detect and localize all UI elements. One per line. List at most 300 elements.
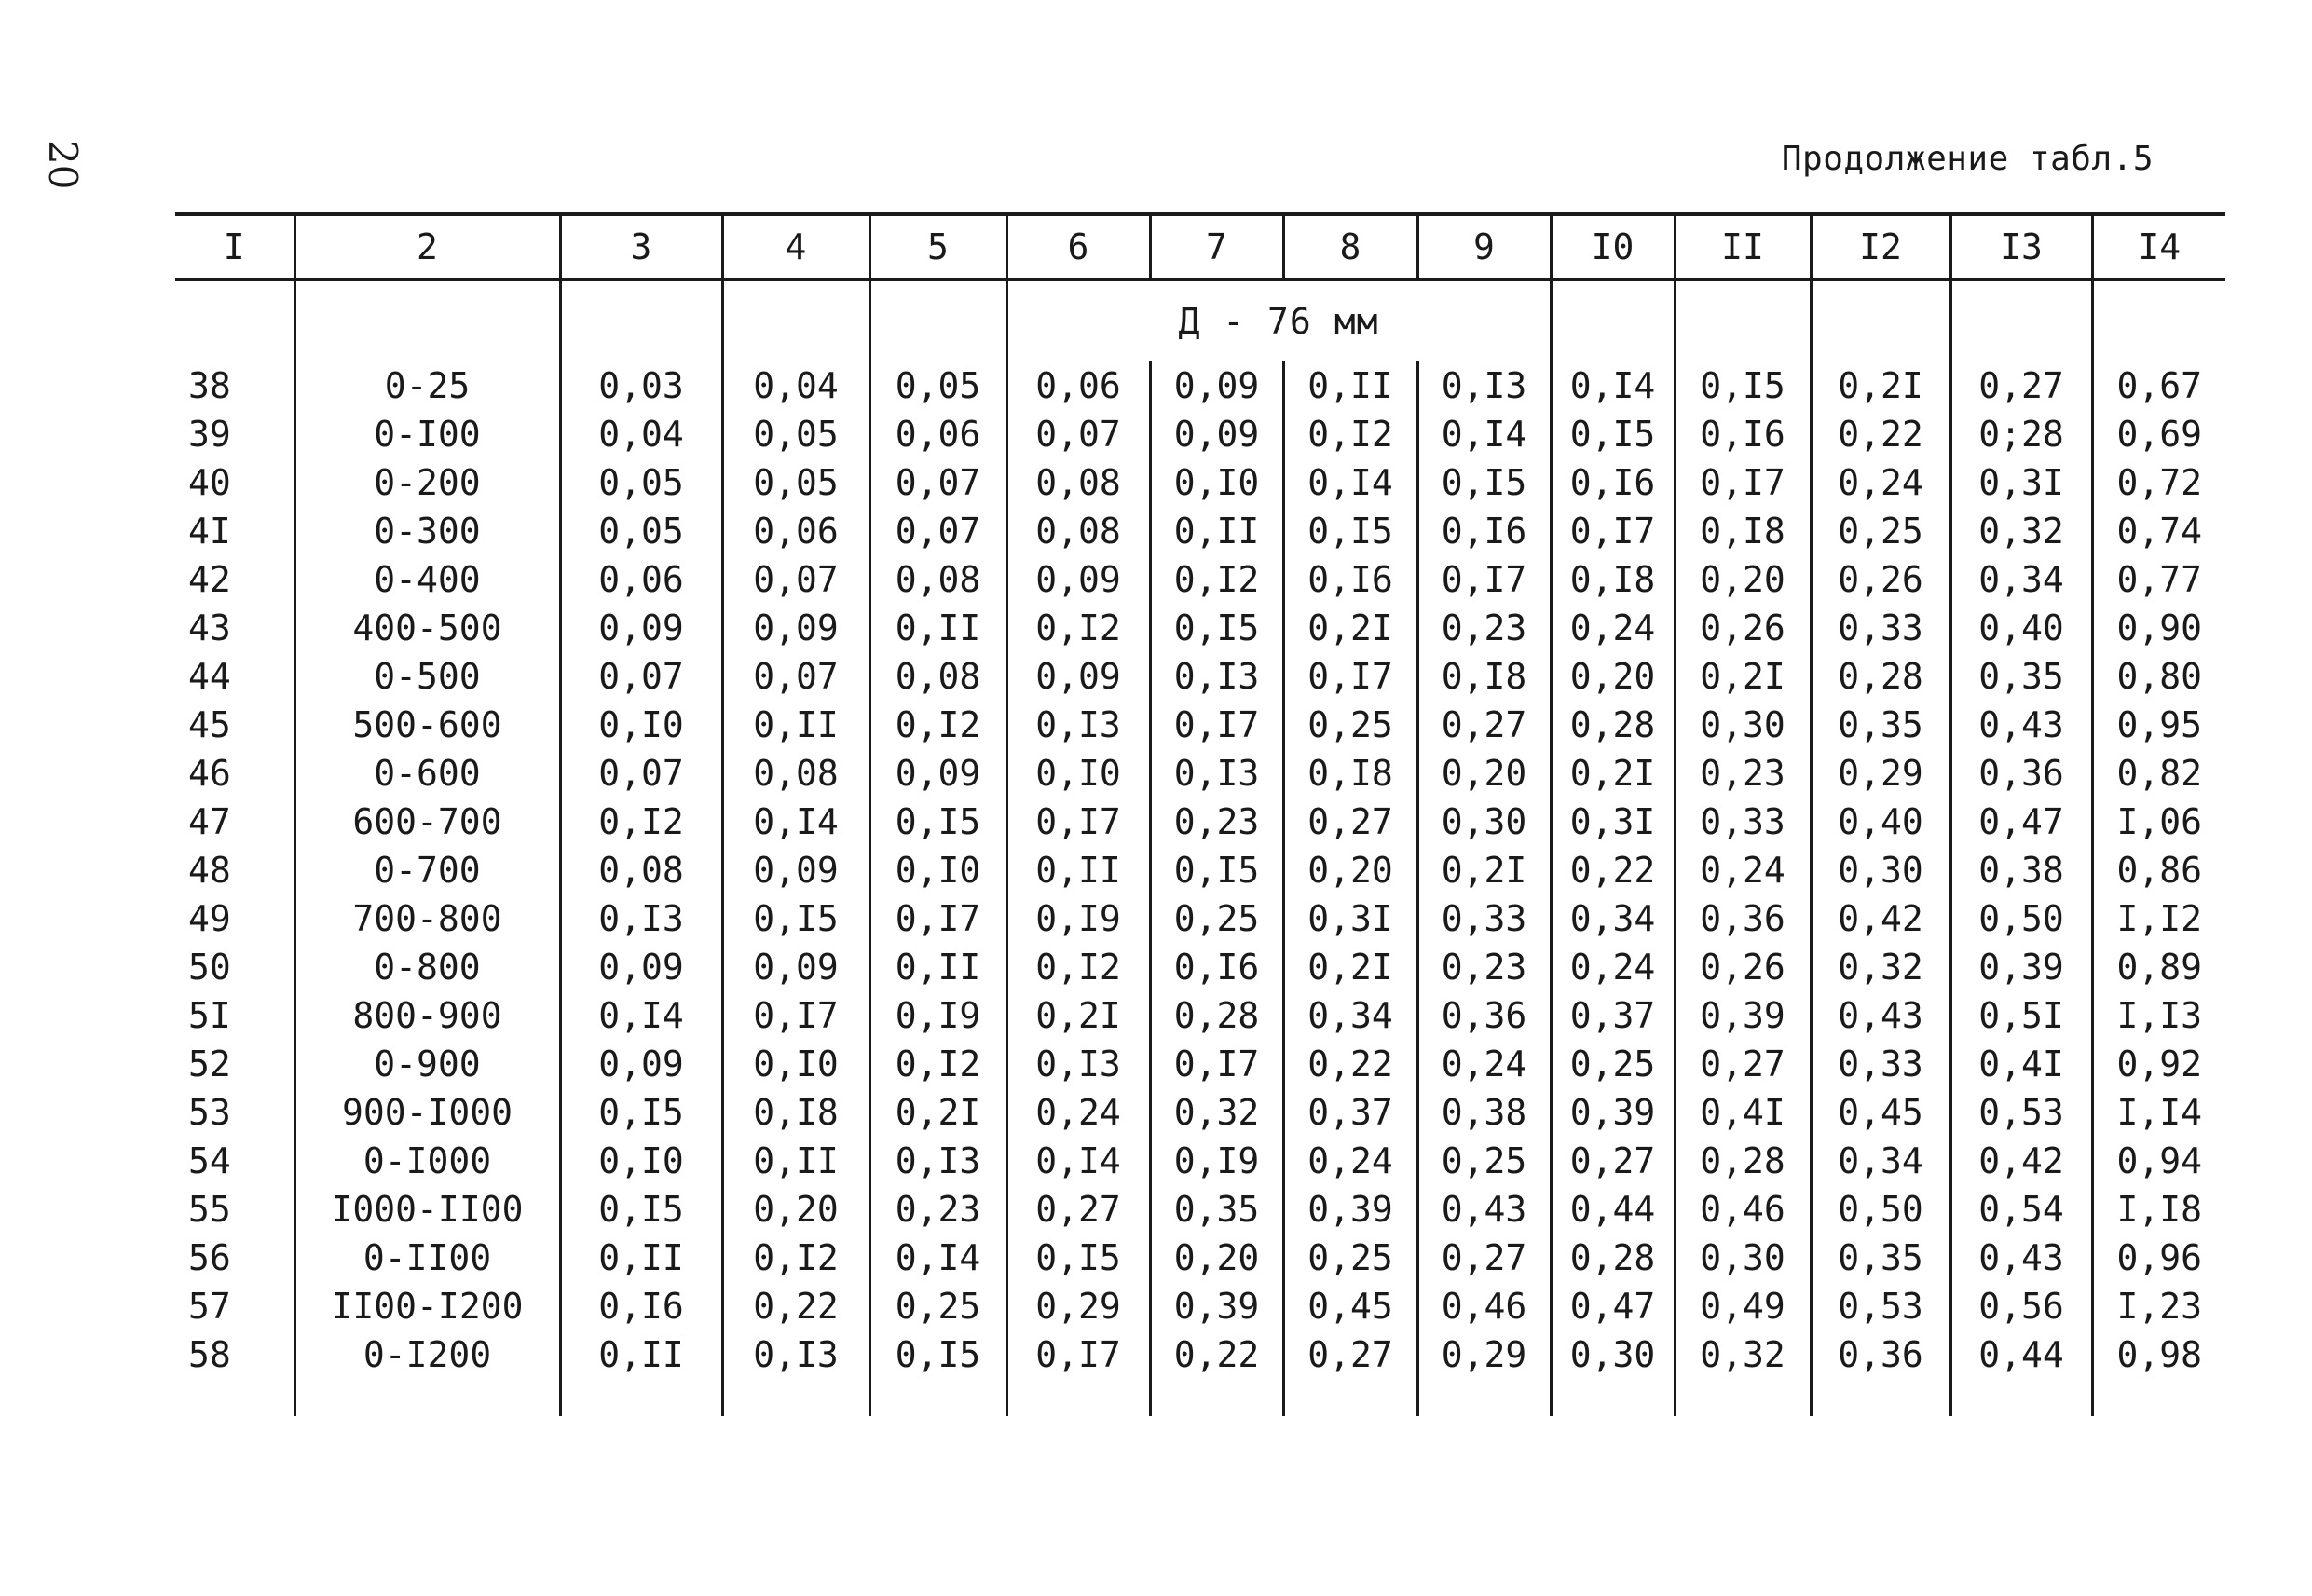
value-cell: 0,2I xyxy=(1675,652,1811,701)
page-number: 20 xyxy=(40,140,86,190)
row-number-cell: 55 xyxy=(188,1189,231,1230)
range-cell: 600-700 xyxy=(294,798,560,846)
value-cell: 0,2I xyxy=(1417,846,1551,894)
value-cell: 0,09 xyxy=(560,604,722,652)
value-cell: 0,22 xyxy=(1551,846,1675,894)
value-cell: 0,30 xyxy=(1811,846,1950,894)
value-cell: 0,I2 xyxy=(1006,604,1150,652)
value-cell: 0,46 xyxy=(1417,1282,1551,1330)
value-cell: 0,4I xyxy=(1675,1088,1811,1137)
value-cell: 0,26 xyxy=(1675,604,1811,652)
column-header: 7 xyxy=(1150,214,1283,280)
row-number-cell: 54 xyxy=(188,1140,231,1181)
value-cell: 0,I9 xyxy=(1006,894,1150,943)
value-cell: 0,25 xyxy=(869,1282,1006,1330)
table-caption: Продолжение табл.5 xyxy=(1781,140,2154,178)
value-cell: 0,I8 xyxy=(1283,749,1417,798)
value-cell: 0,I6 xyxy=(560,1282,722,1330)
value-cell: 0,90 xyxy=(2092,604,2225,652)
value-cell: 0,I6 xyxy=(1283,555,1417,604)
value-cell: 0,2I xyxy=(869,1088,1006,1137)
value-cell: 0,34 xyxy=(1283,991,1417,1040)
value-cell: 0,20 xyxy=(1551,652,1675,701)
value-cell: 0,23 xyxy=(1417,604,1551,652)
value-cell: 0,I5 xyxy=(722,894,869,943)
value-cell: 0,06 xyxy=(1006,361,1150,410)
value-cell: 0,45 xyxy=(1283,1282,1417,1330)
value-cell: 0,37 xyxy=(1283,1088,1417,1137)
value-cell: 0,09 xyxy=(1150,361,1283,410)
table-row xyxy=(175,798,2225,846)
value-cell: 0,20 xyxy=(722,1185,869,1234)
range-cell: 0-800 xyxy=(294,943,560,991)
value-cell: 0,09 xyxy=(1150,410,1283,458)
value-cell: 0,I2 xyxy=(1283,410,1417,458)
table-row xyxy=(175,943,2225,991)
value-cell: 0,46 xyxy=(1675,1185,1811,1234)
range-cell: 0-I00 xyxy=(294,410,560,458)
value-cell: 0,II xyxy=(1283,361,1417,410)
value-cell: 0,I2 xyxy=(722,1234,869,1282)
value-cell: 0,I4 xyxy=(1006,1137,1150,1185)
value-cell: 0,43 xyxy=(1417,1185,1551,1234)
value-cell: 0,4I xyxy=(1950,1040,2092,1088)
value-cell: 0,06 xyxy=(722,507,869,555)
value-cell: 0,25 xyxy=(1417,1137,1551,1185)
value-cell: 0,28 xyxy=(1551,701,1675,749)
value-cell: 0,74 xyxy=(2092,507,2225,555)
range-cell: 0-600 xyxy=(294,749,560,798)
value-cell: 0,25 xyxy=(1150,894,1283,943)
range-cell: 700-800 xyxy=(294,894,560,943)
value-cell: 0,I6 xyxy=(1675,410,1811,458)
value-cell: 0,I7 xyxy=(722,991,869,1040)
value-cell: 0,I4 xyxy=(560,991,722,1040)
value-cell: 0,30 xyxy=(1675,1234,1811,1282)
value-cell: 0,3I xyxy=(1950,458,2092,507)
value-cell: 0,II xyxy=(1006,846,1150,894)
value-cell: 0,28 xyxy=(1150,991,1283,1040)
table-row xyxy=(175,1185,2225,1234)
value-cell: 0,I3 xyxy=(1417,361,1551,410)
row-number-cell: 44 xyxy=(188,656,231,697)
row-number-cell: 53 xyxy=(188,1092,231,1133)
value-cell: 0,07 xyxy=(560,652,722,701)
value-cell: 0,2I xyxy=(1551,749,1675,798)
value-cell: 0,I3 xyxy=(560,894,722,943)
value-cell: 0,2I xyxy=(1283,943,1417,991)
section-label: Д - 76 мм xyxy=(1006,280,1551,361)
table-row xyxy=(175,410,2225,458)
value-cell: 0,96 xyxy=(2092,1234,2225,1282)
value-cell: 0,28 xyxy=(1811,652,1950,701)
row-number-cell: 46 xyxy=(188,753,231,794)
table-row xyxy=(175,701,2225,749)
value-cell: I,I3 xyxy=(2092,991,2225,1040)
value-cell: 0,I0 xyxy=(869,846,1006,894)
value-cell: 0;28 xyxy=(1950,410,2092,458)
row-number-cell: 42 xyxy=(188,559,231,600)
value-cell: 0,32 xyxy=(1950,507,2092,555)
value-cell: 0,II xyxy=(560,1234,722,1282)
table-row xyxy=(175,604,2225,652)
value-cell: 0,2I xyxy=(1006,991,1150,1040)
column-header: 5 xyxy=(869,214,1006,280)
value-cell: 0,3I xyxy=(1283,894,1417,943)
table-row xyxy=(175,991,2225,1040)
value-cell: 0,06 xyxy=(560,555,722,604)
row-number-cell: 52 xyxy=(188,1044,231,1084)
table-body xyxy=(175,280,2225,1416)
value-cell: 0,98 xyxy=(2092,1330,2225,1379)
value-cell: 0,23 xyxy=(1675,749,1811,798)
value-cell: 0,I6 xyxy=(1417,507,1551,555)
value-cell: 0,I0 xyxy=(560,701,722,749)
value-cell: 0,80 xyxy=(2092,652,2225,701)
value-cell: I,I8 xyxy=(2092,1185,2225,1234)
value-cell: 0,I3 xyxy=(869,1137,1006,1185)
value-cell: 0,I8 xyxy=(1551,555,1675,604)
column-header: 4 xyxy=(722,214,869,280)
range-cell: 800-900 xyxy=(294,991,560,1040)
value-cell: I,23 xyxy=(2092,1282,2225,1330)
value-cell: 0,I3 xyxy=(1006,1040,1150,1088)
value-cell: 0,42 xyxy=(1811,894,1950,943)
range-cell: 400-500 xyxy=(294,604,560,652)
value-cell: 0,28 xyxy=(1675,1137,1811,1185)
column-header: 2 xyxy=(294,214,560,280)
range-cell: 0-400 xyxy=(294,555,560,604)
value-cell: 0,23 xyxy=(1150,798,1283,846)
table-row xyxy=(175,507,2225,555)
data-table xyxy=(175,212,2225,1416)
value-cell: 0,04 xyxy=(560,410,722,458)
value-cell: I,I4 xyxy=(2092,1088,2225,1137)
spacer-row xyxy=(175,1379,2225,1416)
value-cell: 0,08 xyxy=(1006,507,1150,555)
value-cell: 0,27 xyxy=(1283,798,1417,846)
value-cell: 0,I4 xyxy=(1283,458,1417,507)
column-header: I3 xyxy=(1950,214,2092,280)
value-cell: 0,2I xyxy=(1283,604,1417,652)
value-cell: 0,I7 xyxy=(1417,555,1551,604)
table-row xyxy=(175,846,2225,894)
range-cell: 0-I000 xyxy=(294,1137,560,1185)
column-header: I xyxy=(223,226,245,267)
value-cell: 0,06 xyxy=(869,410,1006,458)
value-cell: 0,I9 xyxy=(1150,1137,1283,1185)
value-cell: 0,I9 xyxy=(869,991,1006,1040)
value-cell: 0,44 xyxy=(1950,1330,2092,1379)
range-cell: 0-25 xyxy=(294,361,560,410)
value-cell: 0,I5 xyxy=(1150,846,1283,894)
value-cell: 0,44 xyxy=(1551,1185,1675,1234)
value-cell: 0,30 xyxy=(1417,798,1551,846)
value-cell: 0,I5 xyxy=(560,1088,722,1137)
value-cell: 0,30 xyxy=(1675,701,1811,749)
value-cell: 0,I4 xyxy=(1551,361,1675,410)
value-cell: 0,I4 xyxy=(1417,410,1551,458)
table-row xyxy=(175,1040,2225,1088)
value-cell: 0,27 xyxy=(1006,1185,1150,1234)
value-cell: 0,72 xyxy=(2092,458,2225,507)
value-cell: 0,07 xyxy=(869,458,1006,507)
value-cell: 0,47 xyxy=(1950,798,2092,846)
range-cell: 0-300 xyxy=(294,507,560,555)
table-row xyxy=(175,894,2225,943)
value-cell: 0,09 xyxy=(1006,555,1150,604)
value-cell: 0,I7 xyxy=(1006,798,1150,846)
value-cell: 0,07 xyxy=(722,652,869,701)
value-cell: 0,I3 xyxy=(722,1330,869,1379)
value-cell: 0,05 xyxy=(560,458,722,507)
value-cell: 0,03 xyxy=(560,361,722,410)
value-cell: 0,I8 xyxy=(722,1088,869,1137)
table-row xyxy=(175,458,2225,507)
value-cell: 0,I2 xyxy=(869,701,1006,749)
range-cell: 900-I000 xyxy=(294,1088,560,1137)
value-cell: 0,32 xyxy=(1811,943,1950,991)
value-cell: 0,I5 xyxy=(1417,458,1551,507)
value-cell: 0,39 xyxy=(1551,1088,1675,1137)
range-cell: 0-500 xyxy=(294,652,560,701)
value-cell: 0,24 xyxy=(1283,1137,1417,1185)
value-cell: 0,09 xyxy=(1006,652,1150,701)
value-cell: 0,I3 xyxy=(1006,701,1150,749)
row-number-cell: 43 xyxy=(188,607,231,648)
value-cell: 0,27 xyxy=(1417,1234,1551,1282)
value-cell: I,I2 xyxy=(2092,894,2225,943)
value-cell: 0,27 xyxy=(1417,701,1551,749)
value-cell: 0,43 xyxy=(1811,991,1950,1040)
header-row xyxy=(175,214,2225,280)
value-cell: 0,23 xyxy=(869,1185,1006,1234)
value-cell: 0,II xyxy=(1150,507,1283,555)
value-cell: 0,I5 xyxy=(1551,410,1675,458)
value-cell: 0,69 xyxy=(2092,410,2225,458)
range-cell: 0-900 xyxy=(294,1040,560,1088)
value-cell: 0,I7 xyxy=(1675,458,1811,507)
value-cell: 0,05 xyxy=(722,458,869,507)
column-header: I0 xyxy=(1551,214,1675,280)
range-cell: II00-I200 xyxy=(294,1282,560,1330)
value-cell: 0,33 xyxy=(1811,1040,1950,1088)
range-cell: 500-600 xyxy=(294,701,560,749)
section-row xyxy=(175,280,2225,361)
value-cell: 0,38 xyxy=(1950,846,2092,894)
value-cell: 0,3I xyxy=(1551,798,1675,846)
value-cell: 0,05 xyxy=(560,507,722,555)
value-cell: 0,05 xyxy=(722,410,869,458)
value-cell: 0,I2 xyxy=(869,1040,1006,1088)
value-cell: 0,I5 xyxy=(869,798,1006,846)
column-header: II xyxy=(1675,214,1811,280)
value-cell: 0,39 xyxy=(1150,1282,1283,1330)
value-cell: 0,I7 xyxy=(1551,507,1675,555)
table-row xyxy=(175,1282,2225,1330)
value-cell: 0,05 xyxy=(869,361,1006,410)
value-cell: 0,86 xyxy=(2092,846,2225,894)
value-cell: 0,I6 xyxy=(1150,943,1283,991)
row-number-cell: 38 xyxy=(188,365,231,406)
table-row xyxy=(175,652,2225,701)
row-number-cell: 40 xyxy=(188,462,231,503)
value-cell: 0,I2 xyxy=(1150,555,1283,604)
table-row xyxy=(175,749,2225,798)
value-cell: 0,24 xyxy=(1417,1040,1551,1088)
value-cell: 0,I8 xyxy=(1675,507,1811,555)
value-cell: 0,09 xyxy=(869,749,1006,798)
table-row xyxy=(175,1330,2225,1379)
table-row xyxy=(175,361,2225,410)
value-cell: 0,I7 xyxy=(1006,1330,1150,1379)
value-cell: 0,20 xyxy=(1417,749,1551,798)
value-cell: 0,I2 xyxy=(560,798,722,846)
value-cell: 0,50 xyxy=(1950,894,2092,943)
value-cell: 0,39 xyxy=(1950,943,2092,991)
value-cell: 0,28 xyxy=(1551,1234,1675,1282)
value-cell: 0,27 xyxy=(1283,1330,1417,1379)
value-cell: 0,24 xyxy=(1006,1088,1150,1137)
value-cell: 0,I7 xyxy=(1150,1040,1283,1088)
value-cell: 0,I7 xyxy=(1283,652,1417,701)
value-cell: 0,II xyxy=(560,1330,722,1379)
column-header: 9 xyxy=(1417,214,1551,280)
value-cell: 0,20 xyxy=(1283,846,1417,894)
column-header: I4 xyxy=(2092,214,2225,280)
value-cell: 0,24 xyxy=(1675,846,1811,894)
value-cell: 0,07 xyxy=(1006,410,1150,458)
value-cell: I,06 xyxy=(2092,798,2225,846)
value-cell: 0,I0 xyxy=(1006,749,1150,798)
table-row xyxy=(175,1137,2225,1185)
range-cell: I000-II00 xyxy=(294,1185,560,1234)
value-cell: 0,67 xyxy=(2092,361,2225,410)
value-cell: 0,33 xyxy=(1417,894,1551,943)
value-cell: 0,77 xyxy=(2092,555,2225,604)
value-cell: 0,08 xyxy=(722,749,869,798)
range-cell: 0-I200 xyxy=(294,1330,560,1379)
value-cell: 0,22 xyxy=(1283,1040,1417,1088)
value-cell: 0,35 xyxy=(1811,701,1950,749)
value-cell: 0,I4 xyxy=(722,798,869,846)
column-header: 3 xyxy=(560,214,722,280)
row-number-cell: 45 xyxy=(188,704,231,745)
value-cell: 0,30 xyxy=(1551,1330,1675,1379)
value-cell: 0,34 xyxy=(1811,1137,1950,1185)
value-cell: 0,II xyxy=(722,1137,869,1185)
column-header: 6 xyxy=(1006,214,1150,280)
value-cell: 0,07 xyxy=(722,555,869,604)
value-cell: 0,I5 xyxy=(1006,1234,1150,1282)
value-cell: 0,I0 xyxy=(1150,458,1283,507)
value-cell: 0,33 xyxy=(1675,798,1811,846)
value-cell: 0,53 xyxy=(1950,1088,2092,1137)
column-header: I2 xyxy=(1811,214,1950,280)
range-cell: 0-700 xyxy=(294,846,560,894)
row-number-cell: 47 xyxy=(188,801,231,842)
value-cell: 0,22 xyxy=(1811,410,1950,458)
row-number-cell: 48 xyxy=(188,850,231,891)
value-cell: 0,39 xyxy=(1283,1185,1417,1234)
row-number-cell: 39 xyxy=(188,414,231,455)
value-cell: 0,24 xyxy=(1551,604,1675,652)
value-cell: 0,27 xyxy=(1950,361,2092,410)
value-cell: 0,07 xyxy=(869,507,1006,555)
value-cell: 0,22 xyxy=(722,1282,869,1330)
value-cell: 0,I8 xyxy=(1417,652,1551,701)
value-cell: 0,25 xyxy=(1551,1040,1675,1088)
value-cell: 0,33 xyxy=(1811,604,1950,652)
value-cell: 0,95 xyxy=(2092,701,2225,749)
value-cell: 0,20 xyxy=(1150,1234,1283,1282)
table-row xyxy=(175,1234,2225,1282)
value-cell: 0,32 xyxy=(1675,1330,1811,1379)
value-cell: 0,08 xyxy=(1006,458,1150,507)
value-cell: 0,I4 xyxy=(869,1234,1006,1282)
value-cell: 0,08 xyxy=(869,555,1006,604)
value-cell: 0,35 xyxy=(1950,652,2092,701)
range-cell: 0-II00 xyxy=(294,1234,560,1282)
value-cell: 0,25 xyxy=(1283,701,1417,749)
row-number-cell: 4I xyxy=(188,511,231,552)
value-cell: 0,26 xyxy=(1811,555,1950,604)
value-cell: 0,26 xyxy=(1675,943,1811,991)
value-cell: 0,36 xyxy=(1950,749,2092,798)
value-cell: 0,37 xyxy=(1551,991,1675,1040)
value-cell: 0,I2 xyxy=(1006,943,1150,991)
value-cell: 0,I7 xyxy=(1150,701,1283,749)
value-cell: 0,35 xyxy=(1811,1234,1950,1282)
value-cell: 0,25 xyxy=(1811,507,1950,555)
value-cell: 0,82 xyxy=(2092,749,2225,798)
value-cell: 0,II xyxy=(722,701,869,749)
value-cell: 0,25 xyxy=(1283,1234,1417,1282)
data-table-container xyxy=(175,212,2225,1416)
value-cell: 0,08 xyxy=(560,846,722,894)
value-cell: 0,32 xyxy=(1150,1088,1283,1137)
value-cell: 0,35 xyxy=(1150,1185,1283,1234)
value-cell: 0,2I xyxy=(1811,361,1950,410)
value-cell: 0,II xyxy=(869,943,1006,991)
value-cell: 0,I5 xyxy=(560,1185,722,1234)
value-cell: 0,29 xyxy=(1811,749,1950,798)
value-cell: 0,34 xyxy=(1551,894,1675,943)
value-cell: 0,45 xyxy=(1811,1088,1950,1137)
value-cell: 0,II xyxy=(869,604,1006,652)
row-number-cell: 58 xyxy=(188,1334,231,1375)
value-cell: 0,I3 xyxy=(1150,749,1283,798)
value-cell: 0,34 xyxy=(1950,555,2092,604)
value-cell: 0,42 xyxy=(1950,1137,2092,1185)
value-cell: 0,47 xyxy=(1551,1282,1675,1330)
value-cell: 0,I5 xyxy=(869,1330,1006,1379)
value-cell: 0,94 xyxy=(2092,1137,2225,1185)
row-number-cell: 57 xyxy=(188,1286,231,1327)
column-header: 8 xyxy=(1283,214,1417,280)
value-cell: 0,39 xyxy=(1675,991,1811,1040)
value-cell: 0,08 xyxy=(869,652,1006,701)
value-cell: 0,5I xyxy=(1950,991,2092,1040)
value-cell: 0,49 xyxy=(1675,1282,1811,1330)
value-cell: 0,22 xyxy=(1150,1330,1283,1379)
value-cell: 0,09 xyxy=(560,943,722,991)
value-cell: 0,54 xyxy=(1950,1185,2092,1234)
value-cell: 0,09 xyxy=(560,1040,722,1088)
value-cell: 0,09 xyxy=(722,604,869,652)
value-cell: 0,I5 xyxy=(1283,507,1417,555)
value-cell: 0,24 xyxy=(1551,943,1675,991)
